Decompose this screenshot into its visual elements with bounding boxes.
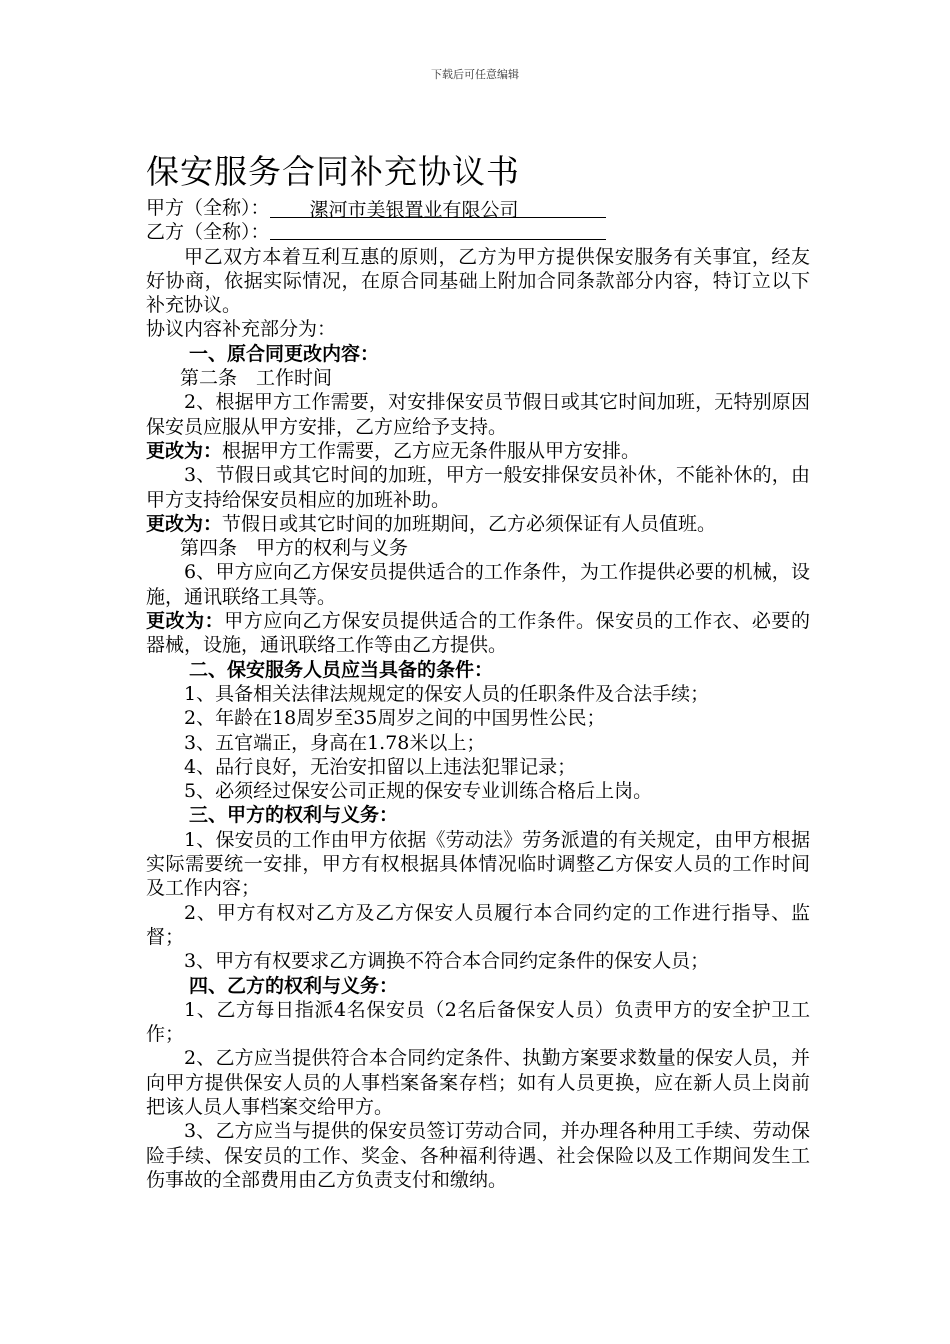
change2-label: 更改为：	[146, 512, 223, 535]
section2-item: 3、五官端正，身高在1.78米以上；	[184, 731, 486, 754]
section3-heading: 三、甲方的权利与义务：	[189, 804, 399, 827]
section4-item: 3、乙方应当与提供的保安员签订劳动合同，并办理各种用工手续、劳动保险手续、保安员的工作、奖金、各种福利待遇、社会保险以及工作期间发生工伤事故的全部费用由乙方负责支付和缴纳。	[146, 1120, 810, 1191]
section4-item: 1、乙方每日指派4名保安员（2名后备保安人员）负责甲方的安全护卫工作；	[146, 998, 810, 1046]
section4-heading: 四、乙方的权利与义务：	[189, 974, 399, 997]
article4-title: 第四条 甲方的权利与义务	[180, 537, 409, 560]
change3-text: 甲方应向乙方保安员提供适合的工作条件。保安员的工作衣、必要的器械，设施，通讯联络工作等由乙方提供。	[146, 610, 810, 657]
section3-item: 3、甲方有权要求乙方调换不符合本合同约定条件的保安人员；	[184, 950, 710, 973]
party-b-line	[146, 220, 810, 244]
article2-title: 第二条 工作时间	[180, 367, 333, 390]
section2-item: 2、年龄在18周岁至35周岁之间的中国男性公民；	[184, 707, 606, 730]
document-body	[146, 150, 810, 1192]
section2-heading: 二、保安服务人员应当具备的条件：	[189, 658, 494, 681]
change1-text: 根据甲方工作需要，乙方应无条件服从甲方安排。	[222, 439, 641, 462]
change3-label: 更改为：	[146, 610, 225, 633]
section2-item: 1、具备相关法律法规规定的保安人员的任职条件及合法手续；	[184, 682, 710, 705]
supplement-label: 协议内容补充部分为：	[146, 318, 337, 341]
intro-paragraph: 甲乙双方本着互利互惠的原则，乙方为甲方提供保安服务有关事宜，经友好协商，依据实际情况，在原合同基础上附加合同条款部分内容，特订立以下补充协议。	[146, 245, 810, 317]
section2-item: 4、品行良好，无治安扣留以上违法犯罪记录；	[184, 755, 577, 778]
section4-item: 2、乙方应当提供符合本合同约定条件、执勤方案要求数量的保安人员，并向甲方提供保安人员的人事档案备案存档；如有人员更换，应在新人员上岗前把该人员人事档案交给甲方。	[146, 1047, 810, 1118]
article2-item2: 2、根据甲方工作需要，对安排保安员节假日或其它时间加班，无特别原因保安员应服从甲方安排，乙方应给予支持。	[146, 391, 810, 438]
party-b-label: 乙方（全称）：	[146, 221, 270, 244]
header-note: 下载后可任意编辑	[431, 68, 519, 81]
section3-item: 2、甲方有权对乙方及乙方保安人员履行本合同约定的工作进行指导、监督；	[146, 901, 810, 948]
change3-paragraph	[146, 609, 810, 658]
document-title: 保安服务合同补充协议书	[146, 152, 520, 191]
change2-paragraph	[146, 512, 810, 536]
article2-item3: 3、节假日或其它时间的加班，甲方一般安排保安员补休，不能补休的，由甲方支持给保安员相应的加班补助。	[146, 464, 810, 511]
change1-label: 更改为：	[146, 439, 223, 462]
party-a-label: 甲方（全称）：	[146, 197, 270, 219]
article4-item6: 6、甲方应向乙方保安员提供适合的工作条件，为工作提供必要的机械，设施，通讯联络工具等。	[146, 561, 810, 608]
party-a-name: 漯河市美银置业有限公司	[270, 198, 606, 218]
section2-item: 5、必须经过保安公司正规的保安专业训练合格后上岗。	[184, 780, 653, 803]
change2-text: 节假日或其它时间的加班期间，乙方必须保证有人员值班。	[222, 512, 717, 535]
change1-paragraph	[146, 439, 810, 463]
section1-heading: 一、原合同更改内容：	[189, 342, 380, 365]
party-b-name	[270, 220, 606, 240]
party-a-line	[146, 196, 810, 220]
section3-item: 1、保安员的工作由甲方依据《劳动法》劳务派遣的有关规定，由甲方根据实际需要统一安排，甲方有权根据具体情况临时调整乙方保安人员的工作时间及工作内容；	[146, 828, 810, 900]
